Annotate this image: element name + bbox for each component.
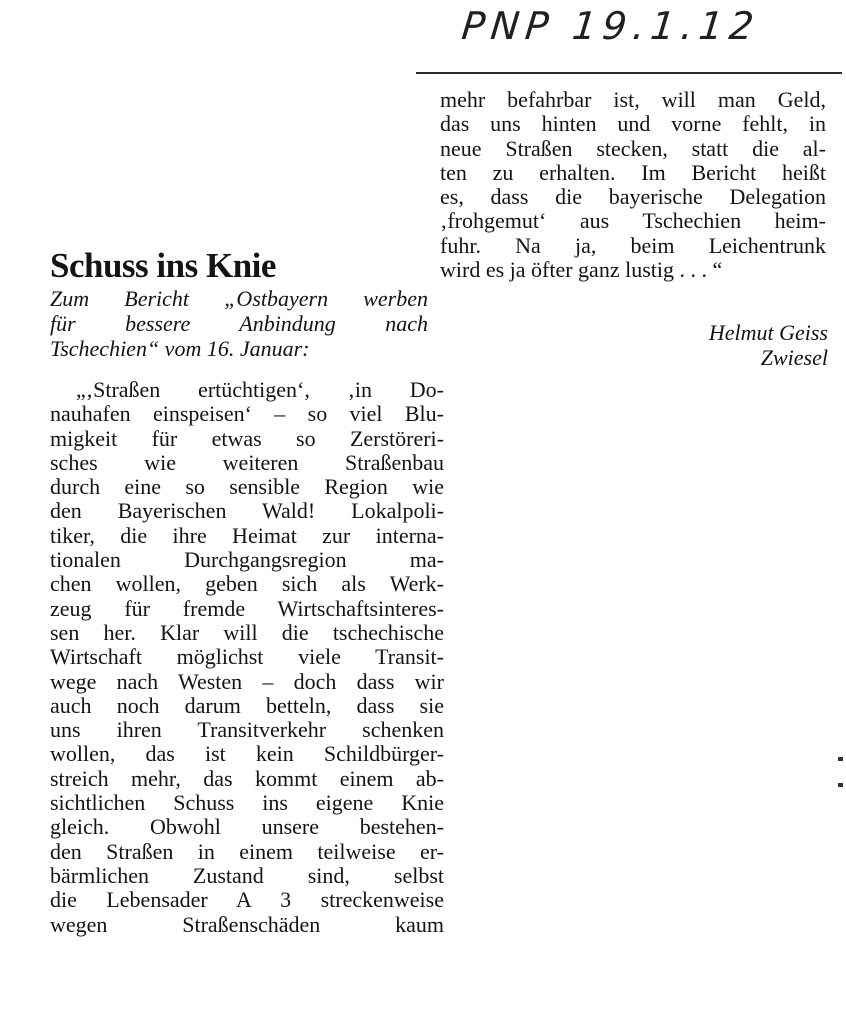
body-line: Wirtschaft möglichst viele Transit- [50,644,444,670]
author-name: Helmut Geiss [708,320,828,345]
letter-body-left-column [50,378,444,937]
scan-edge-mark [838,757,843,761]
handwritten-date-note: PNP 19.1.12 [459,4,762,48]
body-line: wege nach Westen – doch dass wir [50,668,444,694]
body-line: auch noch darum betteln, dass sie [50,692,444,718]
body-line: migkeit für etwas so Zerstöreri- [50,425,444,451]
letter-headline: Schuss ins Knie [50,246,276,285]
body-line: sen her. Klar will die tschechische [50,619,444,645]
body-line: „‚Straßen ertüchtigen‘, ‚in Do- [76,377,444,402]
body-line: durch eine so sensible Region wie [50,474,444,500]
subline-line: für bessere Anbindung nach [50,311,428,336]
body-line: sichtlichen Schuss ins eigene Knie [50,790,444,816]
body-line: sches wie weiteren Straßenbau [50,449,444,475]
body-line: gleich. Obwohl unsere bestehen- [50,814,444,840]
body-line: chen wollen, geben sich als Werk- [50,571,444,597]
body-line: den Bayerischen Wald! Lokalpoli- [50,498,444,524]
body-line: es, dass die bayerische Delegation [440,184,826,210]
body-line: den Straßen in einem teilweise er- [50,838,444,864]
body-line: wegen Straßenschäden kaum [50,911,444,937]
body-line: wird es ja öfter ganz lustig . . . “ [440,257,723,283]
body-line: zeug für fremde Wirtschaftsinteres- [50,595,444,621]
body-line: ‚frohgemut‘ aus Tschechien heim- [440,208,826,234]
handwritten-underline [416,72,842,74]
author-place: Zwiesel [760,345,828,370]
letter-subline [50,286,428,361]
body-line: nauhafen einspeisen‘ – so viel Blu- [50,401,444,427]
body-line: streich mehr, das kommt einem ab- [50,765,444,791]
body-line: neue Straßen stecken, statt die al- [440,135,826,161]
body-line: wollen, das ist kein Schildbürger- [50,741,444,767]
body-line: tionalen Durchgangsregion ma- [50,547,444,573]
letter-body-right-column [440,88,826,282]
body-line: mehr befahrbar ist, will man Geld, [440,87,826,112]
body-line: uns ihren Transitverkehr schenken [50,717,444,743]
scan-edge-mark [838,783,843,787]
body-line: das uns hinten und vorne fehlt, in [440,111,826,137]
body-line: ten zu erhalten. Im Bericht heißt [440,159,826,185]
body-line: tiker, die ihre Heimat zur interna- [50,522,444,548]
subline-line: Zum Bericht „Ostbayern werben [50,286,428,311]
body-line: bärmlichen Zustand sind, selbst [50,862,444,888]
body-line: fuhr. Na ja, beim Leichentrunk [440,232,826,258]
subline-line: Tschechien“ vom 16. Januar: [50,336,310,361]
body-line: die Lebensader A 3 streckenweise [50,887,444,913]
